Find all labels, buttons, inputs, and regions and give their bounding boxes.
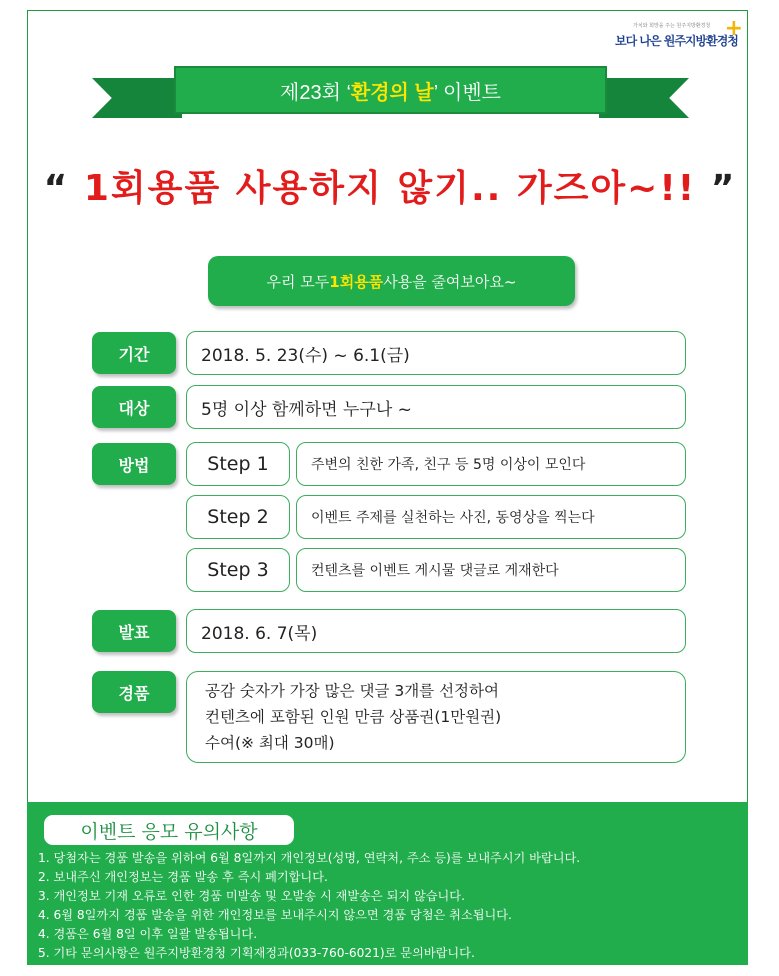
- subtitle-highlight: 1회용품: [329, 272, 384, 291]
- notice-item: 2. 보내주신 개인정보는 경품 발송 후 즉시 폐기합니다.: [38, 870, 328, 884]
- close-quote: ”: [710, 168, 737, 209]
- prize-line: 공감 숫자가 가장 많은 댓글 3개를 선정하여: [205, 682, 499, 700]
- announce-value: 2018. 6. 7(목): [186, 609, 686, 653]
- logo-name: 원주지방환경청: [663, 34, 738, 48]
- step-1-desc: 주변의 친한 가족, 친구 등 5명 이상이 모인다: [296, 442, 686, 486]
- target-label: 대상: [92, 386, 176, 428]
- subtitle-post: 사용을 줄여보아요~: [383, 272, 517, 291]
- open-quote: “: [43, 168, 70, 209]
- period-label: 기간: [92, 332, 176, 374]
- subtitle-pill: [208, 256, 575, 306]
- prize-description: [186, 671, 686, 763]
- method-label: 방법: [92, 443, 176, 485]
- logo-prefix: 보다 나은: [615, 34, 661, 48]
- title-ribbon: [92, 66, 689, 122]
- ribbon-tail-right: [599, 78, 689, 118]
- step-3-label: Step 3: [186, 548, 290, 592]
- prize-line: 수여(※ 최대 30매): [205, 734, 335, 752]
- notice-list: [38, 849, 744, 963]
- event-title: [174, 66, 607, 114]
- notice-title: 이벤트 응모 유의사항: [44, 815, 294, 845]
- agency-logo: [615, 16, 745, 56]
- step-3-desc: 컨텐츠를 이벤트 게시물 댓글로 게재한다: [296, 548, 686, 592]
- notice-item: 3. 개인정보 기재 오류로 인한 경품 미발송 및 오발송 시 재발송은 되지 않습니다.: [38, 889, 465, 903]
- event-title-post: ’ 이벤트: [433, 81, 501, 104]
- ribbon-tail-left: [92, 78, 182, 118]
- step-2-desc: 이벤트 주제를 실천하는 사진, 동영상을 찍는다: [296, 495, 686, 539]
- notice-section: [27, 802, 748, 965]
- logo-tagline: 가치와 희망을 주는 원주지방환경청: [633, 23, 711, 29]
- notice-item: 1. 당첨자는 경품 발송을 위하여 6월 8일까지 개인정보(성명, 연락처, 주소 등)를 보내주시기 바랍니다.: [38, 851, 581, 865]
- logo-text: [615, 32, 738, 49]
- notice-item: 4. 6월 8일까지 경품 발송을 위한 개인정보를 보내주시지 않으면 경품 당첨은 취소됩니다.: [38, 908, 512, 922]
- step-1-label: Step 1: [186, 442, 290, 486]
- prize-label: 경품: [92, 671, 176, 713]
- step-2-label: Step 2: [186, 495, 290, 539]
- headline-text: 1회용품 사용하지 않기.. 가즈아~!!: [83, 168, 697, 209]
- target-value: 5명 이상 함께하면 누구나 ~: [186, 385, 686, 429]
- prize-line: 컨텐츠에 포함된 인원 만큼 상품권(1만원권): [205, 708, 502, 726]
- notice-item: 5. 기타 문의사항은 원주지방환경청 기획재정과(033-760-6021)로 문의바랍니다.: [38, 946, 475, 960]
- announce-label: 발표: [92, 610, 176, 652]
- event-title-pre: 제23회 ‘: [280, 81, 351, 104]
- subtitle-pre: 우리 모두: [266, 272, 330, 291]
- headline: [40, 160, 740, 211]
- event-title-highlight: 환경의 날: [350, 81, 434, 104]
- period-value: 2018. 5. 23(수) ~ 6.1(금): [186, 331, 686, 375]
- plus-icon: +: [724, 16, 743, 41]
- notice-item: 4. 경품은 6월 8일 이후 일괄 발송됩니다.: [38, 927, 258, 941]
